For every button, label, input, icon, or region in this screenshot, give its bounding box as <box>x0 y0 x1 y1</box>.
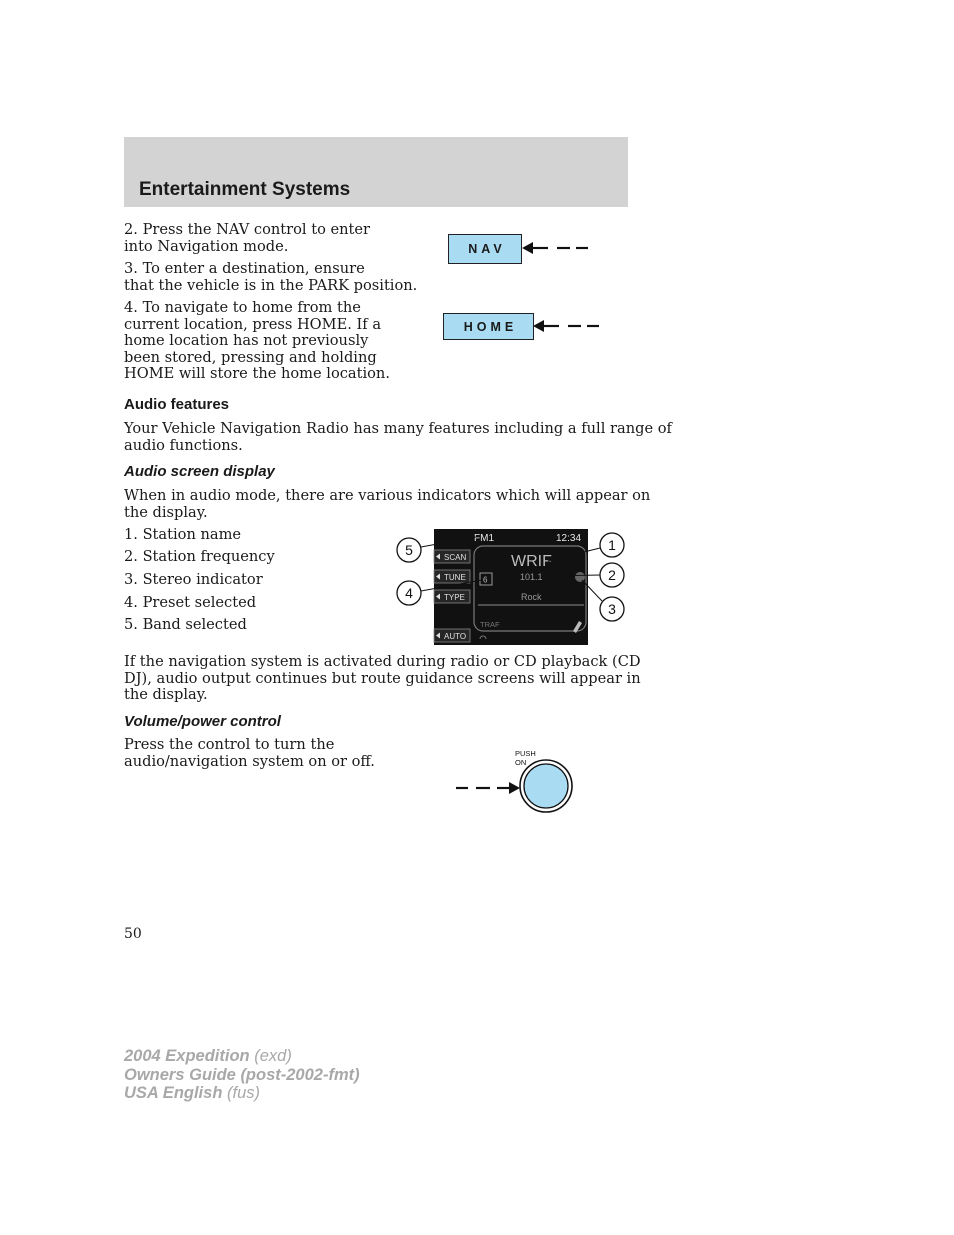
navigation-playback-note: If the navigation system is activated during radio or CD playback (CD DJ), audio output continues but route guidance screens will appear in the display. <box>124 653 641 703</box>
clock-text: 12:34 <box>556 533 582 544</box>
genre-text: Rock <box>521 592 542 602</box>
svg-text:2: 2 <box>608 567 616 583</box>
svg-text:5: 5 <box>405 542 413 558</box>
list-item: 4. Preset selected <box>124 594 257 611</box>
radio-display-illustration <box>390 525 630 650</box>
power-knob-illustration <box>452 744 582 820</box>
knob-icon <box>524 764 568 808</box>
type-label: TYPE <box>444 593 465 602</box>
list-item: 2. Station frequency <box>124 548 275 565</box>
preset-text: 6 <box>483 575 488 585</box>
nav-arrow-icon <box>520 238 590 258</box>
auto-label: AUTO <box>444 632 467 641</box>
page-number: 50 <box>124 926 142 942</box>
home-button-illustration: HOME <box>443 313 534 340</box>
section-title: Entertainment Systems <box>139 179 351 200</box>
home-arrow-icon <box>531 316 601 336</box>
step-4-text: 4. To navigate to home from the current location, press HOME. If a home location has not previously been stored, pressing and holding HOME will store the home location. <box>124 299 390 382</box>
station-name-text: WRIF <box>511 553 552 570</box>
tune-button <box>434 570 470 583</box>
audio-features-body: Your Vehicle Navigation Radio has many features including a full range of audio functions. <box>124 420 672 454</box>
type-button <box>434 590 470 603</box>
stereo-indicator-icon <box>575 572 585 582</box>
scan-button <box>434 550 470 563</box>
knob-arrow-icon <box>456 782 520 794</box>
list-item: 3. Stereo indicator <box>124 571 263 588</box>
push-label: PUSH <box>515 749 536 758</box>
volume-body: Press the control to turn the audio/navigation system on or off. <box>124 736 375 770</box>
document-footer: 2004 Expedition (exd) Owners Guide (post-2002-fmt) USA English (fus) <box>124 1047 360 1102</box>
section-header <box>124 137 628 207</box>
audio-screen-intro: When in audio mode, there are various indicators which will appear on the display. <box>124 487 651 521</box>
frequency-text: 101.1 <box>520 572 543 582</box>
audio-screen-heading: Audio screen display <box>124 463 275 480</box>
step-3-text: 3. To enter a destination, ensure that the vehicle is in the PARK position. <box>124 260 418 294</box>
band-text: FM1 <box>474 533 494 544</box>
audio-features-heading: Audio features <box>124 396 230 413</box>
svg-text:1: 1 <box>608 537 616 553</box>
list-item: 1. Station name <box>124 526 242 543</box>
svg-text:3: 3 <box>608 601 616 617</box>
step-2-text: 2. Press the NAV control to enter into Navigation mode. <box>124 221 371 255</box>
traffic-text: TRAF <box>480 620 500 629</box>
tune-label: TUNE <box>444 573 466 582</box>
on-label: ON <box>515 758 527 767</box>
auto-button <box>434 629 470 642</box>
list-item: 5. Band selected <box>124 616 247 633</box>
volume-heading: Volume/power control <box>124 713 281 730</box>
nav-button-illustration: NAV <box>448 234 522 264</box>
scan-label: SCAN <box>444 553 467 562</box>
svg-text:4: 4 <box>405 585 413 601</box>
